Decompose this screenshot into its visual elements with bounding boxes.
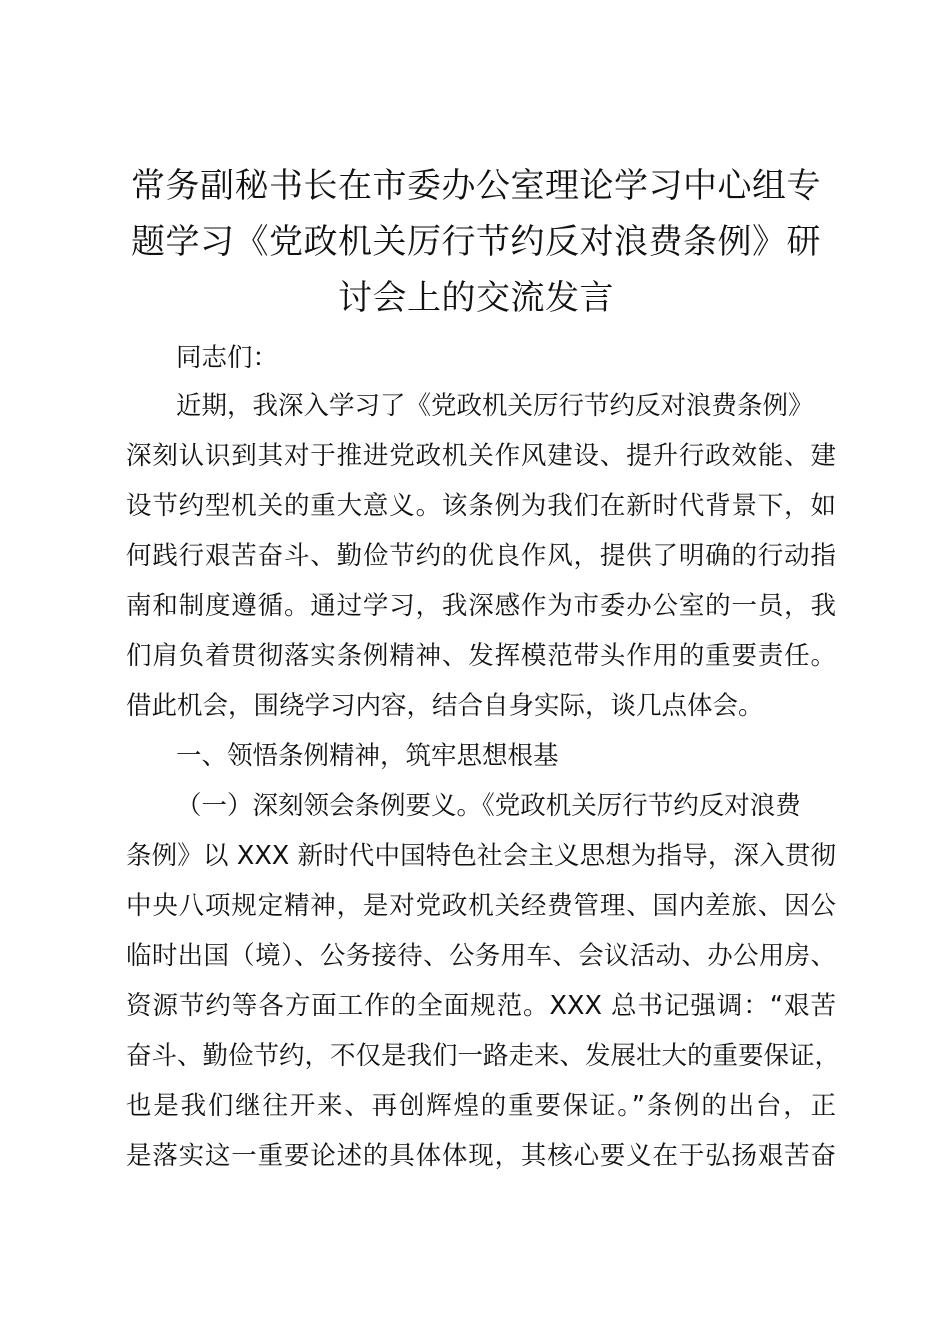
body-line: 资源节约等各方面工作的全面规范。XXX 总书记强调：“艰苦 bbox=[126, 991, 836, 1021]
body-line: 也是我们继往开来、再创辉煌的重要保证。”条例的出台，正 bbox=[126, 1091, 836, 1121]
body-line: 临时出国（境）、公务接待、公务用车、会议活动、办公用房、 bbox=[126, 941, 836, 971]
body-line: 近期，我深入学习了《党政机关厉行节约反对浪费条例》 bbox=[176, 391, 814, 421]
body-line: 借此机会，围绕学习内容，结合自身实际，谈几点体会。 bbox=[126, 691, 764, 721]
document-title: 常务副秘书长在市委办公室理论学习中心组专题学习《党政机关厉行节约反对浪费条例》研讨会上的交流发言 bbox=[131, 166, 821, 318]
body-line: 设节约型机关的重大意义。该条例为我们在新时代背景下，如 bbox=[126, 491, 836, 521]
salutation: 同志们： bbox=[176, 343, 279, 373]
body-line: 们肩负着贯彻落实条例精神、发挥模范带头作用的重要责任。 bbox=[126, 641, 836, 671]
body-line: 是落实这一重要论述的具体体现，其核心要义在于弘扬艰苦奋 bbox=[126, 1141, 836, 1171]
body-line: 条例》以 XXX 新时代中国特色社会主义思想为指导，深入贯彻 bbox=[126, 841, 836, 871]
subsection-line: （一）深刻领会条例要义。《党政机关厉行节约反对浪费 bbox=[176, 791, 801, 821]
body-line: 何践行艰苦奋斗、勤俭节约的优良作风，提供了明确的行动指 bbox=[126, 541, 836, 571]
body-line: 奋斗、勤俭节约，不仅是我们一路走来、发展壮大的重要保证， bbox=[126, 1041, 841, 1071]
body-line: 南和制度遵循。通过学习，我深感作为市委办公室的一员，我 bbox=[126, 591, 836, 621]
section-heading: 一、领悟条例精神，筑牢思想根基 bbox=[176, 741, 559, 771]
body-line: 中央八项规定精神，是对党政机关经费管理、国内差旅、因公 bbox=[126, 891, 836, 921]
body-line: 深刻认识到其对于推进党政机关作风建设、提升行政效能、建 bbox=[126, 441, 836, 471]
